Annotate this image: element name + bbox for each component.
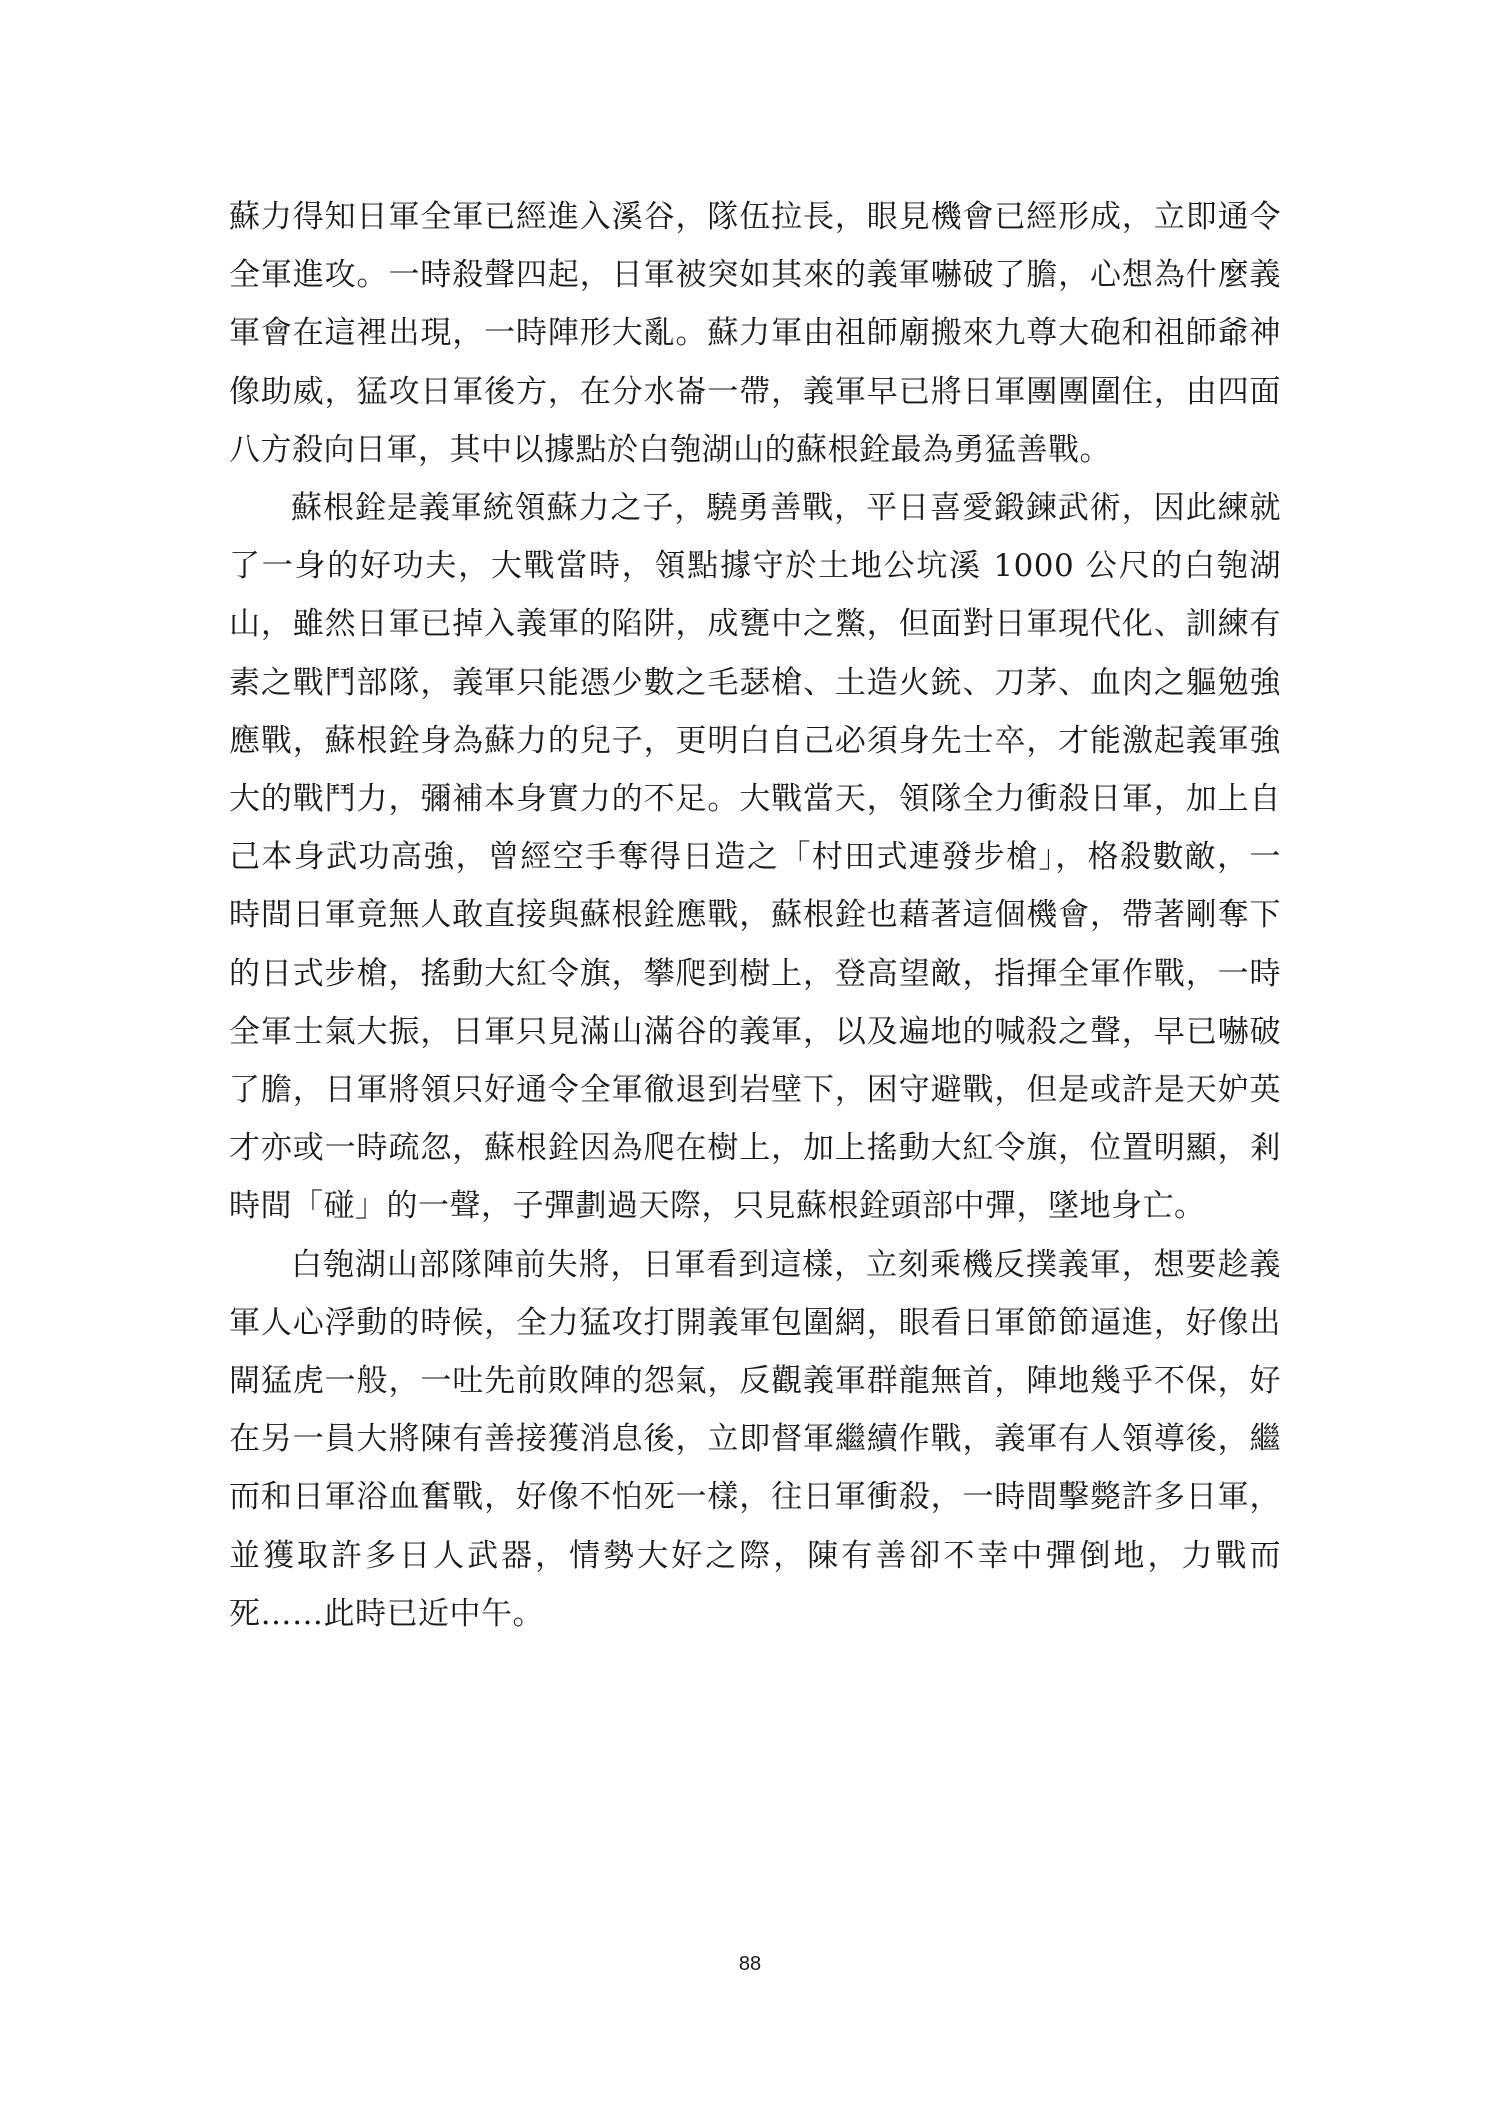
paragraph-2: 蘇根銓是義軍統領蘇力之子，驍勇善戰，平日喜愛鍛鍊武術，因此練就了一身的好功夫，大戰當時，領點據守於土地公坑溪 1000 公尺的白匏湖山，雖然日軍已掉入義軍的陷阱，成甕中之鱉，但面對日軍現代化、訓練有素之戰鬥部隊，義軍只能憑少數之毛瑟槍、土造火銃、刀茅、血肉之軀勉強應戰，蘇根銓身為蘇力的兒子，更明白自己必須身先士卒，才能激起義軍強大的戰鬥力，彌補本身實力的不足。大戰當天，領隊全力衝殺日軍，加上自己本身武功高強，曾經空手奪得日造之「村田式連發步槍」，格殺數敵，一時間日軍竟無人敢直接與蘇根銓應戰，蘇根銓也藉著這個機會，帶著剛奪下的日式步槍，搖動大紅令旗，攀爬到樹上，登高望敵，指揮全軍作戰，一時全軍士氣大振，日軍只見滿山滿谷的義軍，以及遍地的喊殺之聲，早已嚇破了膽，日軍將領只好通令全軍徹退到岩壁下，困守避戰，但是或許是天妒英才亦或一時疏忽，蘇根銓因為爬在樹上，加上搖動大紅令旗，位置明顯，剎時間「碰」的一聲，子彈劃過天際，只見蘇根銓頭部中彈，墜地身亡。: [229, 490, 1281, 1225]
paragraph-3: 白匏湖山部隊陣前失將，日軍看到這樣，立刻乘機反撲義軍，想要趁義軍人心浮動的時候，全力猛攻打開義軍包圍網，眼看日軍節節逼進，好像出閘猛虎一般，一吐先前敗陣的怨氣，反觀義軍群龍無首，陣地幾乎不保，好在另一員大將陳有善接獲消息後，立即督軍繼續作戰，義軍有人領導後，繼而和日軍浴血奮戰，好像不怕死一樣，往日軍衝殺，一時間擊斃許多日軍，並獲取許多日人武器，情勢大好之際，陳有善卻不幸中彈倒地，力戰而死……此時已近中午。: [229, 1246, 1281, 1632]
page-number: 88: [738, 1953, 762, 1975]
paragraph-1: 蘇力得知日軍全軍已經進入溪谷，隊伍拉長，眼見機會已經形成，立即通令全軍進攻。一時殺聲四起，日軍被突如其來的義軍嚇破了膽，心想為什麼義軍會在這裡出現，一時陣形大亂。蘇力軍由祖師廟搬來九尊大砲和祖師爺神像助威，猛攻日軍後方，在分水崙一帶，義軍早已將日軍團團圍住，由四面八方殺向日軍，其中以據點於白匏湖山的蘇根銓最為勇猛善戰。: [229, 199, 1281, 468]
body-text: [229, 188, 1281, 1643]
